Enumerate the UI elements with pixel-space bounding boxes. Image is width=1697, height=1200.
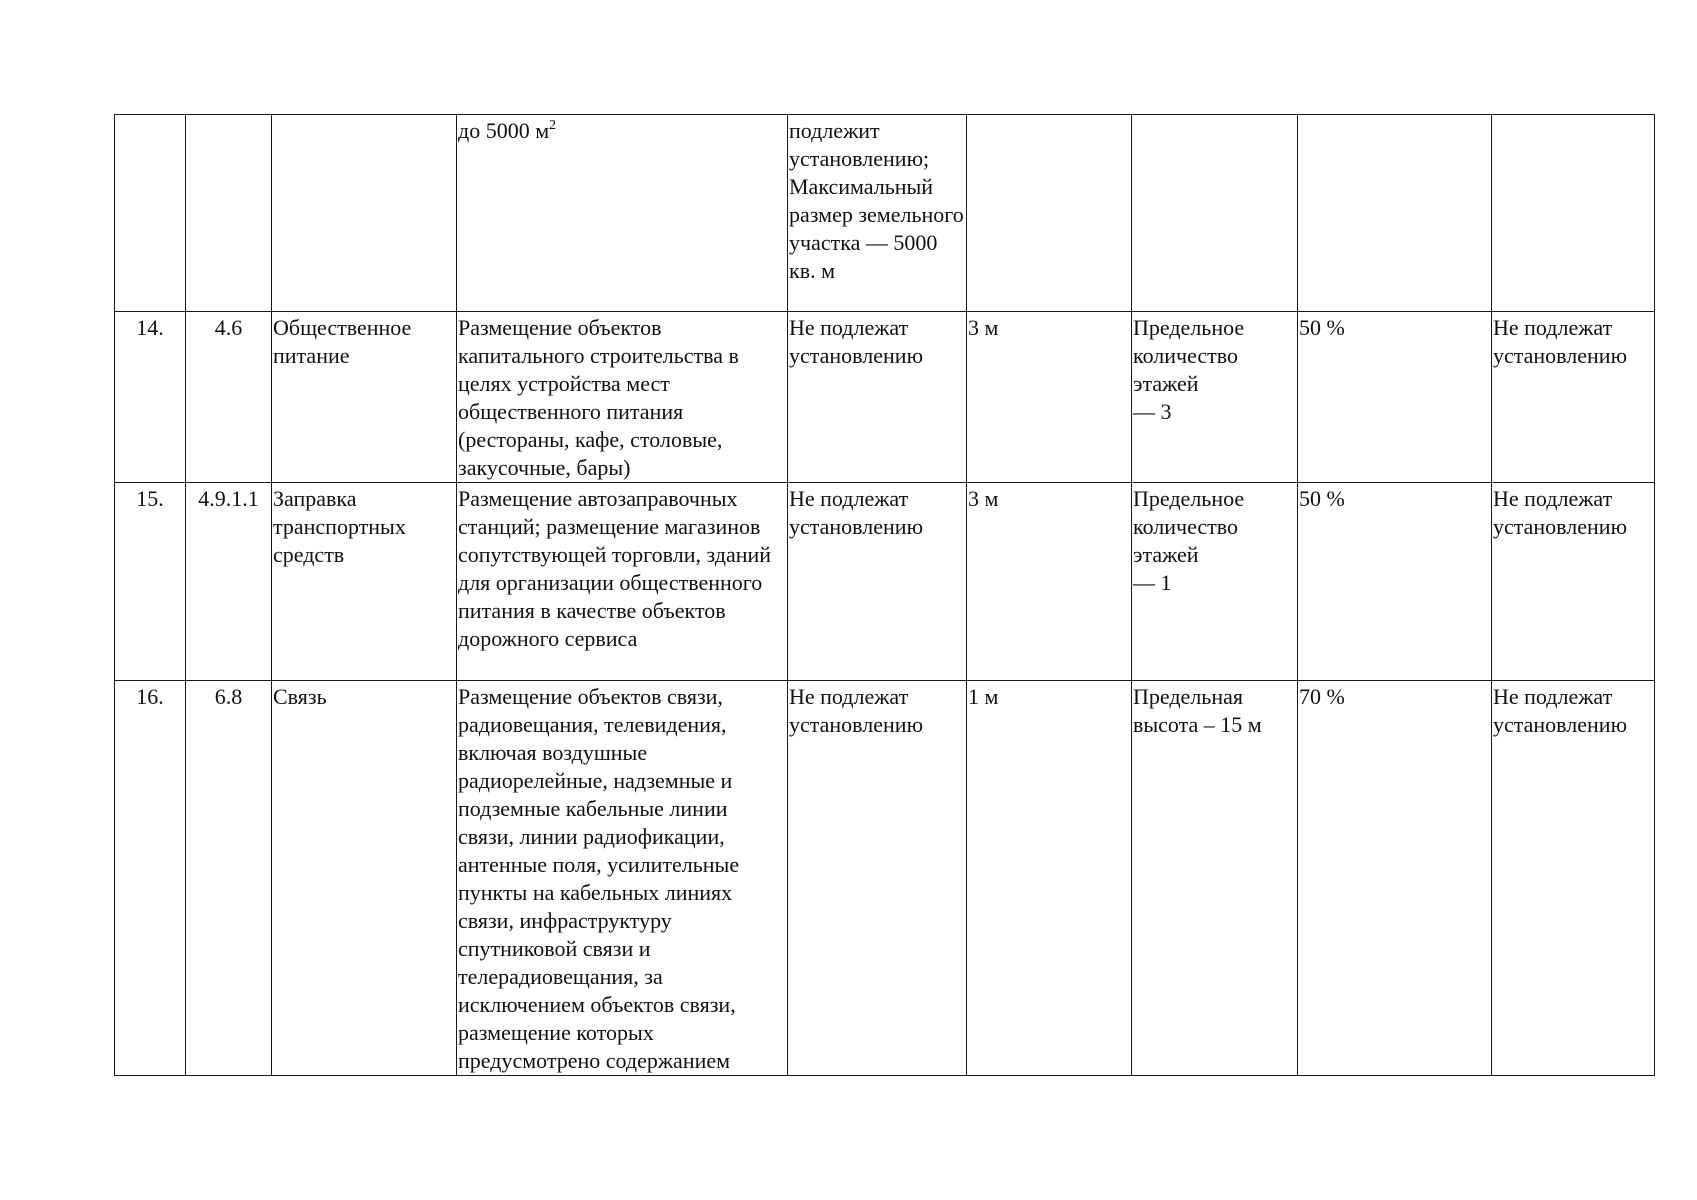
- row-number: 16.: [115, 681, 186, 1076]
- use-code: 6.8: [186, 681, 272, 1076]
- floors-height-limits: Предельное количество этажей — 1: [1132, 483, 1298, 681]
- use-name: Связь: [272, 681, 457, 1076]
- table-row: [115, 483, 1655, 681]
- zoning-regulations-table: [114, 114, 1655, 1076]
- restrictions: [1492, 115, 1655, 312]
- setback-limits: 1 м: [967, 681, 1132, 1076]
- use-code: 4.6: [186, 312, 272, 483]
- restrictions: Не подлежат установлению: [1492, 312, 1655, 483]
- superscript: 2: [549, 118, 557, 133]
- plot-size-limits: Не подлежат установлению: [788, 483, 967, 681]
- plot-size-limits: Не подлежат установлению: [788, 312, 967, 483]
- floors-height-limits: [1132, 115, 1298, 312]
- use-code: 4.9.1.1: [186, 483, 272, 681]
- use-code: [186, 115, 272, 312]
- restrictions: Не подлежат установлению: [1492, 483, 1655, 681]
- use-description: Размещение автозаправочных станций; размещение магазинов сопутствующей торговли, зданий для организации общественного питания в качестве объектов дорожного сервиса: [457, 483, 788, 681]
- coverage-percent: 50 %: [1298, 483, 1492, 681]
- floors-height-limits: Предельное количество этажей — 3: [1132, 312, 1298, 483]
- row-number: [115, 115, 186, 312]
- use-name: Общественное питание: [272, 312, 457, 483]
- use-description: [457, 115, 788, 312]
- floors-height-limits: Предельная высота – 15 м: [1132, 681, 1298, 1076]
- setback-limits: 3 м: [967, 312, 1132, 483]
- table-row: [115, 312, 1655, 483]
- use-description-text: до 5000 м: [458, 118, 550, 143]
- use-name: [272, 115, 457, 312]
- row-number: 14.: [115, 312, 186, 483]
- row-number: 15.: [115, 483, 186, 681]
- use-description: Размещение объектов связи, радиовещания, телевидения, включая воздушные радиорелейные, надземные и подземные кабельные линии связи, линии радиофикации, антенные поля, усилительные пункты на кабельных линиях связи, инфраструктуру спутниковой связи и телерадиовещания, за исключением объектов связи, размещение которых предусмотрено содержанием: [457, 681, 788, 1076]
- table-row: [115, 681, 1655, 1076]
- plot-size-limits: подлежит установлению; Максимальный размер земельного участка — 5000 кв. м: [788, 115, 967, 312]
- coverage-percent: 70 %: [1298, 681, 1492, 1076]
- setback-limits: 3 м: [967, 483, 1132, 681]
- setback-limits: [967, 115, 1132, 312]
- plot-size-limits: Не подлежат установлению: [788, 681, 967, 1076]
- coverage-percent: 50 %: [1298, 312, 1492, 483]
- restrictions: Не подлежат установлению: [1492, 681, 1655, 1076]
- use-name: Заправка транспортных средств: [272, 483, 457, 681]
- table-row: [115, 115, 1655, 312]
- use-description: Размещение объектов капитального строительства в целях устройства мест общественного питания (рестораны, кафе, столовые, закусочные, бары): [457, 312, 788, 483]
- coverage-percent: [1298, 115, 1492, 312]
